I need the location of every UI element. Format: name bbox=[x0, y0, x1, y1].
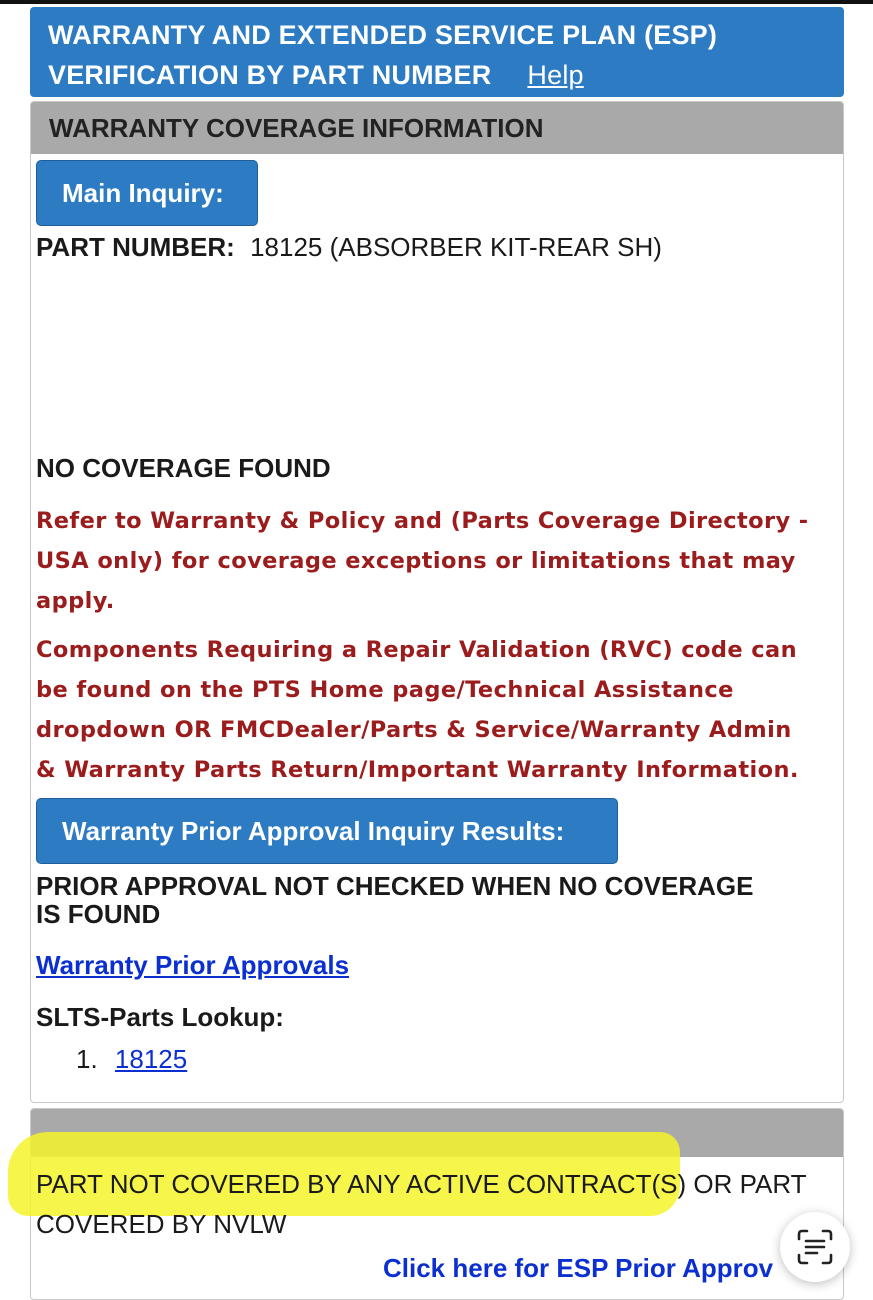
page-header bbox=[30, 7, 844, 97]
notice-line: Components Requiring a Repair Validation (RVC) code can bbox=[36, 637, 798, 663]
main-inquiry-button[interactable]: Main Inquiry: bbox=[36, 160, 258, 226]
message-line: IS FOUND bbox=[36, 899, 161, 929]
warranty-coverage-panel bbox=[30, 101, 844, 1103]
notice-line: apply. bbox=[36, 588, 115, 614]
notice-line: & Warranty Parts Return/Important Warranty Information. bbox=[36, 757, 799, 783]
esp-prior-approval-link[interactable]: Click here for ESP Prior Approv bbox=[383, 1253, 774, 1283]
prior-approval-results-button[interactable]: Warranty Prior Approval Inquiry Results: bbox=[36, 798, 618, 864]
part-number-value: 18125 (ABSORBER KIT-REAR SH) bbox=[250, 232, 662, 262]
esp-message-line: COVERED BY NVLW bbox=[36, 1209, 287, 1239]
section-title: WARRANTY COVERAGE INFORMATION bbox=[31, 102, 843, 154]
coverage-notice-2 bbox=[36, 630, 799, 790]
slts-list-item bbox=[76, 1042, 187, 1076]
notice-line: dropdown OR FMCDealer/Parts & Service/Warranty Admin bbox=[36, 717, 792, 743]
esp-message-line: PART NOT COVERED BY ANY ACTIVE CONTRACT(S) OR PART bbox=[36, 1169, 807, 1199]
coverage-status: NO COVERAGE FOUND bbox=[36, 453, 331, 483]
part-number-label: PART NUMBER: bbox=[36, 232, 235, 262]
prior-approval-message bbox=[36, 872, 753, 928]
message-line: PRIOR APPROVAL NOT CHECKED WHEN NO COVERAGE bbox=[36, 871, 754, 901]
text-scan-button[interactable] bbox=[780, 1212, 850, 1282]
esp-message bbox=[36, 1164, 807, 1244]
text-scan-icon bbox=[796, 1228, 834, 1266]
part-number-row bbox=[36, 230, 662, 264]
list-number: 1. bbox=[76, 1044, 98, 1074]
warranty-prior-approvals-link[interactable]: Warranty Prior Approvals bbox=[36, 950, 350, 980]
coverage-notice-1 bbox=[36, 501, 809, 621]
top-border bbox=[0, 0, 873, 4]
slts-label: SLTS-Parts Lookup: bbox=[36, 1002, 284, 1032]
notice-line: USA only) for coverage exceptions or limitations that may bbox=[36, 548, 796, 574]
notice-line: be found on the PTS Home page/Technical Assistance bbox=[36, 677, 734, 703]
page-title-line2: VERIFICATION BY PART NUMBER bbox=[48, 60, 492, 90]
page-title-line1: WARRANTY AND EXTENDED SERVICE PLAN (ESP) bbox=[48, 20, 718, 50]
help-link[interactable]: Help bbox=[527, 60, 584, 90]
notice-line: Refer to Warranty & Policy and (Parts Coverage Directory - bbox=[36, 508, 809, 534]
part-lookup-link[interactable]: 18125 bbox=[114, 1044, 188, 1074]
